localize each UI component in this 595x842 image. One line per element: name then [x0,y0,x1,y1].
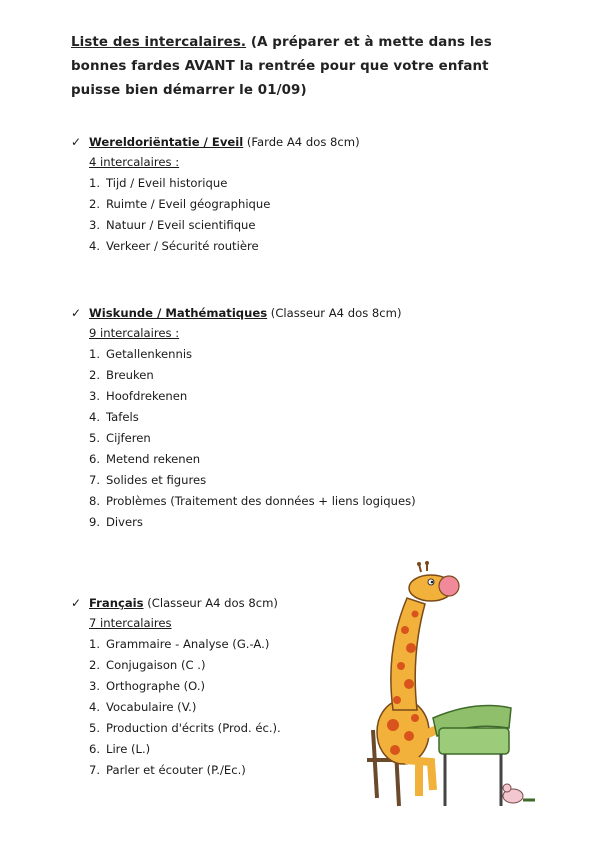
intro-instructions: (A préparer et à mette dans les bonnes fardes AVANT la rentrée pour que votre enfant puisse bien démarrer le 01/09) [71,35,492,98]
list-item: 6. Metend rekenen [89,452,201,466]
divider-count: 7 intercalaires [89,616,172,630]
divider-list [71,173,491,257]
list-item: 9. Divers [89,515,143,529]
list-item: 3. Hoofdrekenen [89,389,188,403]
subject-title: Français [89,596,144,610]
section-header [71,132,491,152]
list-item: 1. Grammaire - Analyse (G.-A.) [89,637,270,651]
list-item: 4. Verkeer / Sécurité routière [89,239,259,253]
section-wiskunde [71,303,491,533]
subject-title: Wiskunde / Mathématiques [89,306,268,320]
subject-title: Wereldoriëntatie / Eveil [89,135,244,149]
list-item: 8. Problèmes (Traitement des données + liens logiques) [89,494,416,508]
list-item: 7. Solides et figures [89,473,207,487]
folder-spec: (Classeur A4 dos 8cm) [143,596,278,610]
list-item: 3. Orthographe (O.) [89,679,206,693]
folder-spec: (Classeur A4 dos 8cm) [267,306,402,320]
giraffe-at-desk-illustration [345,560,540,820]
list-item: 5. Cijferen [89,431,151,445]
intro-paragraph [71,31,541,103]
list-item: 1. Getallenkennis [89,347,193,361]
list-item: 6. Lire (L.) [89,742,151,756]
checkmark-icon: ✓ [71,135,82,149]
list-title: Liste des intercalaires. [71,35,247,50]
section-wereldorientatie [71,132,491,257]
list-item: 5. Production d'écrits (Prod. éc.). [89,721,281,735]
list-item: 4. Vocabulaire (V.) [89,700,197,714]
list-item: 1. Tijd / Eveil historique [89,176,228,190]
divider-count: 9 intercalaires : [89,326,180,340]
list-item: 4. Tafels [89,410,139,424]
list-item: 2. Conjugaison (C .) [89,658,206,672]
list-item: 7. Parler et écouter (P./Ec.) [89,763,246,777]
list-item: 2. Ruimte / Eveil géographique [89,197,271,211]
checkmark-icon: ✓ [71,596,82,610]
folder-spec: (Farde A4 dos 8cm) [243,135,360,149]
checkmark-icon: ✓ [71,306,82,320]
divider-list [71,344,491,533]
divider-count: 4 intercalaires : [89,155,180,169]
list-item: 2. Breuken [89,368,154,382]
section-header [71,303,491,323]
list-item: 3. Natuur / Eveil scientifique [89,218,256,232]
